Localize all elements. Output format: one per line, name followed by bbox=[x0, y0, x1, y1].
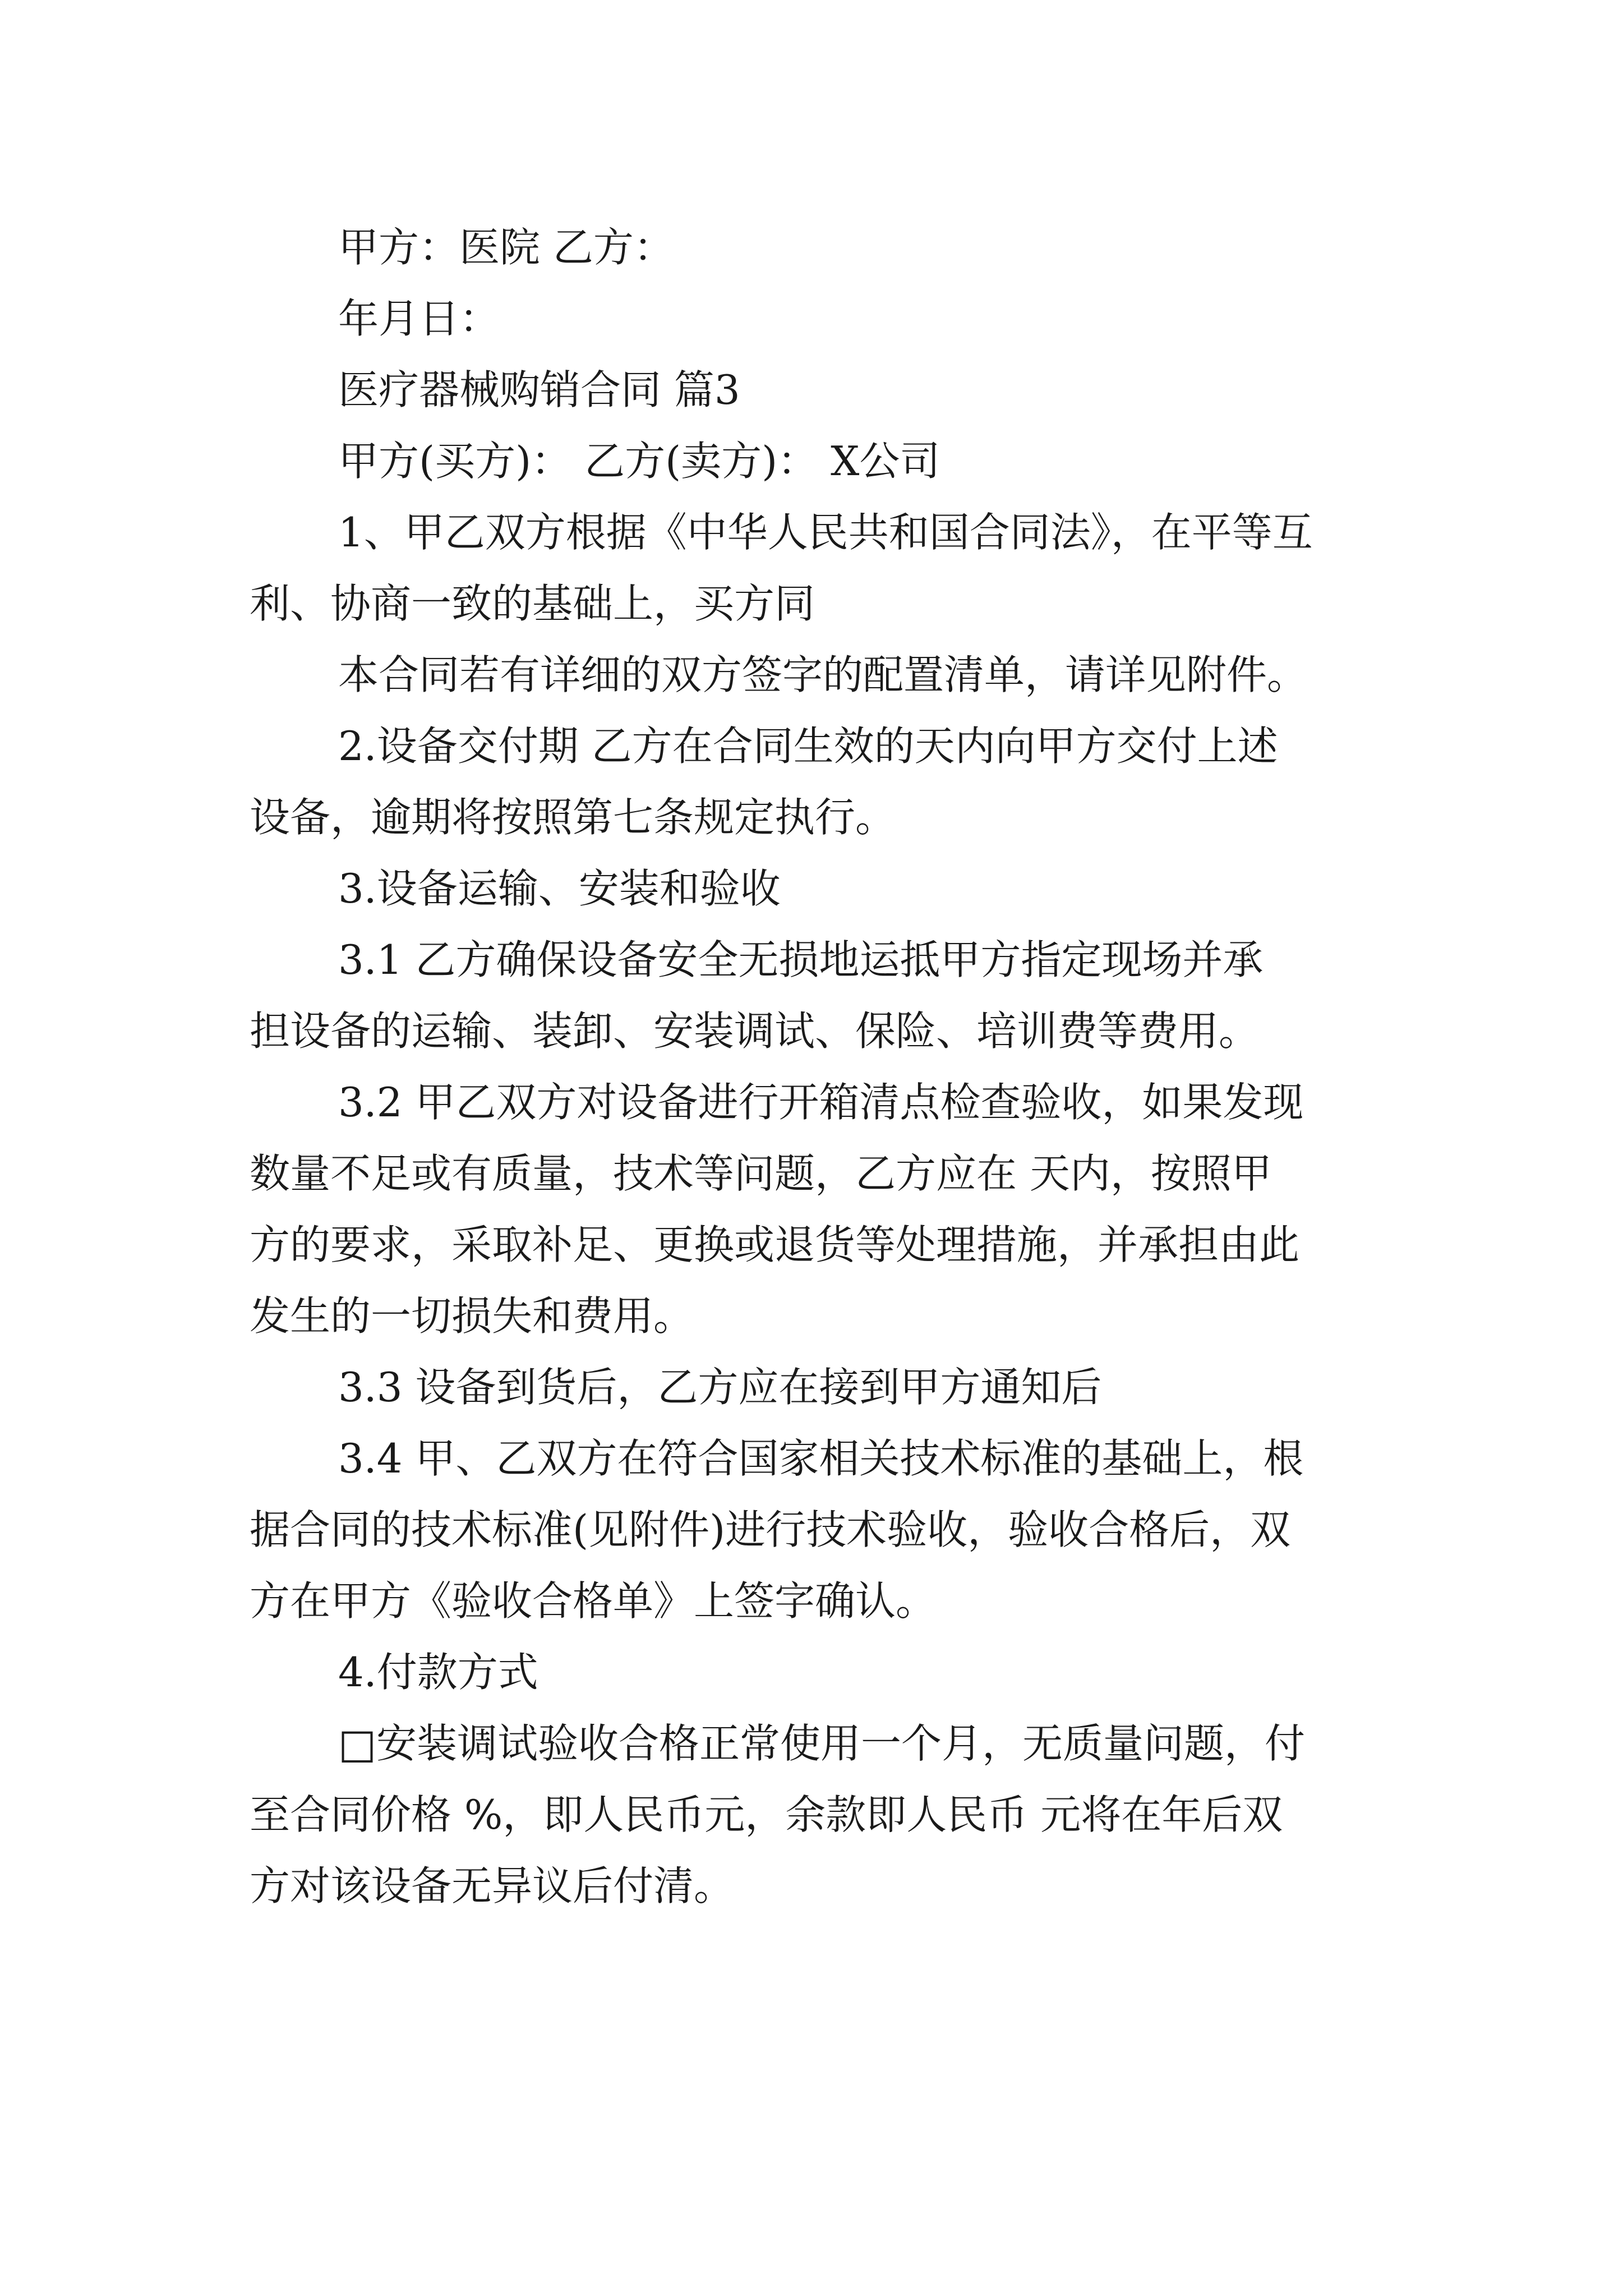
clause-3-1-line-2: 担设备的运输、装卸、安装调试、保险、培训费等费用。 bbox=[250, 1007, 1260, 1055]
clause-3-2-line-3: 方的要求，采取补足、更换或退货等处理措施，并承担由此 bbox=[250, 1221, 1300, 1268]
clause-3-3: 3.3 设备到货后，乙方应在接到甲方通知后 bbox=[338, 1364, 1102, 1411]
clause-3-4-line-3: 方在甲方《验收合格单》上签字确认。 bbox=[250, 1577, 937, 1625]
clause-3-4-line-2: 据合同的技术标准(见附件)进行技术验收，验收合格后，双 bbox=[250, 1506, 1291, 1553]
contract-title: 医疗器械购销合同 篇3 bbox=[338, 366, 740, 413]
payment-line-1: □安装调试验收合格正常使用一个月，无质量问题，付 bbox=[338, 1720, 1306, 1767]
clause-3-2-line-1: 3.2 甲乙双方对设备进行开箱清点检查验收，如果发现 bbox=[338, 1079, 1304, 1126]
parties-line: 甲方(买方)： 乙方(卖方)： X公司 bbox=[338, 438, 940, 485]
signature-line-date: 年月日： bbox=[338, 295, 500, 342]
clause-3-heading: 3.设备运输、安装和验收 bbox=[338, 865, 781, 912]
attachment-note: 本合同若有详细的双方签字的配置清单，请详见附件。 bbox=[338, 651, 1308, 698]
payment-line-2: 至合同价格 %，即人民币元，余款即人民币 元将在年后双 bbox=[250, 1791, 1283, 1838]
clause-3-4-line-1: 3.4 甲、乙双方在符合国家相关技术标准的基础上，根 bbox=[338, 1435, 1304, 1482]
clause-2-line-1: 2.设备交付期 乙方在合同生效的天内向甲方交付上述 bbox=[338, 723, 1278, 770]
payment-line-3: 方对该设备无异议后付清。 bbox=[250, 1862, 735, 1910]
clause-2-line-2: 设备，逾期将按照第七条规定执行。 bbox=[250, 794, 896, 841]
clause-4-heading: 4.付款方式 bbox=[338, 1649, 538, 1696]
clause-1-line-1: 1、甲乙双方根据《中华人民共和国合同法》，在平等互 bbox=[338, 509, 1313, 556]
signature-line-parties: 甲方：医院 乙方： bbox=[338, 224, 674, 271]
clause-3-2-line-2: 数量不足或有质量，技术等问题，乙方应在 天内，按照甲 bbox=[250, 1150, 1272, 1197]
clause-3-2-line-4: 发生的一切损失和费用。 bbox=[250, 1292, 694, 1340]
clause-1-line-2: 利、协商一致的基础上，买方同 bbox=[250, 580, 815, 627]
clause-3-1-line-1: 3.1 乙方确保设备安全无损地运抵甲方指定现场并承 bbox=[338, 936, 1264, 983]
